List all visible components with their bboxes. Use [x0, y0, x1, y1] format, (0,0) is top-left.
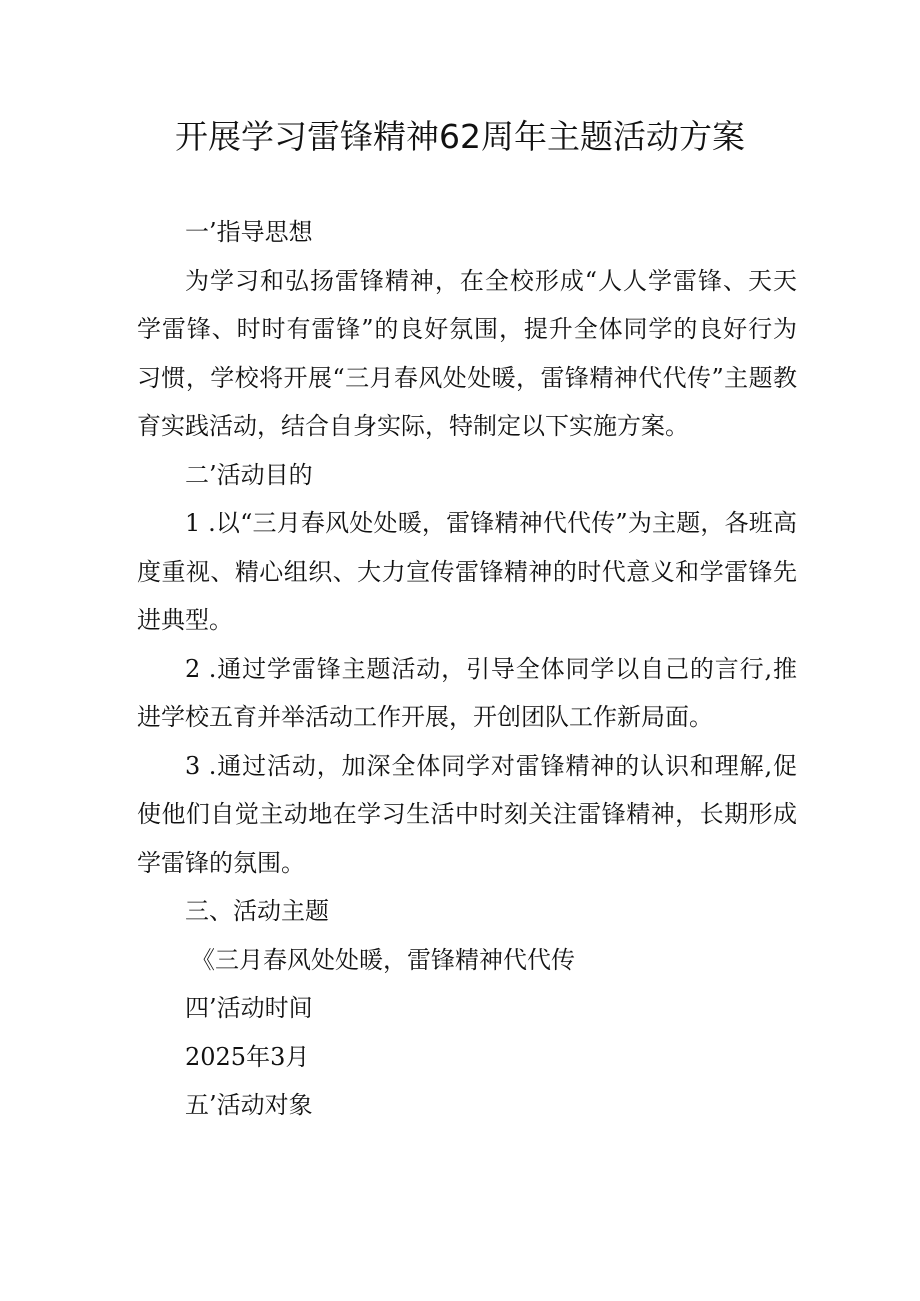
- section-paragraph-activity-theme: 《三月春风处处暖，雷锋精神代代传: [191, 945, 575, 974]
- section-heading-activity-theme: 三、活动主题: [185, 897, 329, 925]
- list-item-purpose-1: 1 .以“三月春风处处暖，雷锋精神代代传”为主题，各班高度重视、精心组织、大力宣传雷锋精神的时代意义和学雷锋先进典型。: [137, 509, 797, 634]
- section-paragraph-activity-time: 2025年3月: [185, 1042, 310, 1071]
- section-heading-activity-purpose: 二’活动目的: [185, 460, 313, 489]
- list-item-purpose-2: 2 .通过学雷锋主题活动，引导全体同学以自己的言行,推进学校五育并举活动工作开展，开创团队工作新局面。: [137, 654, 797, 731]
- section-paragraph-guiding-ideology: 为学习和弘扬雷锋精神，在全校形成“人人学雷锋、天天学雷锋、时时有雷锋”的良好氛围，提升全体同学的良好行为习惯，学校将开展“三月春风处处暖，雷锋精神代代传”主题教育实践活动，结合自身实际，特制定以下实施方案。: [137, 266, 797, 440]
- section-heading-guiding-ideology: 一’指导思想: [185, 218, 313, 246]
- document-body: [137, 208, 797, 1130]
- section-heading-activity-time: 四’活动时间: [185, 994, 313, 1022]
- document-title: 开展学习雷锋精神62周年主题活动方案: [175, 117, 745, 156]
- list-item-purpose-3: 3 .通过活动，加深全体同学对雷锋精神的认识和理解,促使他们自觉主动地在学习生活中时刻关注雷锋精神，长期形成学雷锋的氛围。: [137, 751, 797, 877]
- section-heading-activity-target: 五’活动对象: [185, 1091, 313, 1119]
